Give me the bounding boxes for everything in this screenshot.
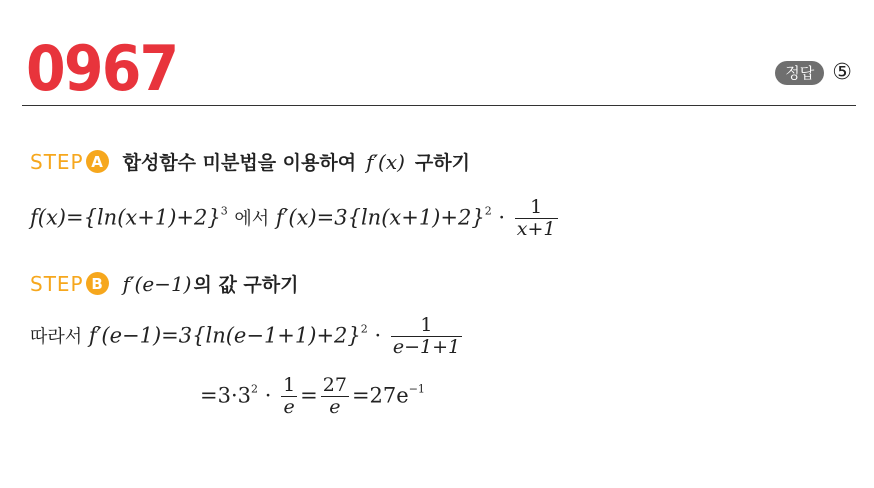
eq-b2-dot: · [264,383,272,408]
step-b-letter-badge: B [86,272,109,295]
eq-b2-fraction-1-numerator: 1 [283,374,296,396]
eq-a-fraction [515,198,558,240]
eq-a-rhs-exponent: 2 [484,204,492,218]
eq-b2-result-exponent: −1 [408,382,425,396]
eq-b2-fraction-2-numerator: 27 [322,374,347,396]
problem-number: 0967 [26,32,178,105]
eq-b2-start: =3·3 [200,383,251,408]
step-a-equation [30,198,561,240]
eq-b2-exponent: 2 [251,382,258,396]
eq-b1-fraction-denominator: e−1+1 [392,335,461,358]
step-b-heading [30,270,298,297]
eq-a-lhs-exponent: 3 [220,204,228,218]
eq-b2-fraction-1-denominator: e [281,396,297,418]
eq-b2-fraction-2 [321,376,349,418]
step-a-word: STEP [30,149,84,174]
eq-b2-fraction-1 [281,376,297,418]
step-b-equation-2 [200,376,425,418]
eq-a-dot: · [498,205,506,230]
eq-b1-fraction [391,316,462,358]
eq-b1-prefix: 따라서 [30,326,83,348]
eq-a-rhs: f′(x)=3{ln(x+1)+2} [275,205,485,230]
step-b-equation-1 [30,316,465,358]
answer-value: ⑤ [832,60,852,85]
eq-a-lhs: f(x)={ln(x+1)+2} [30,205,221,230]
eq-b1-expression: f′(e−1)=3{ln(e−1+1)+2} [88,323,361,348]
header-divider [22,105,856,106]
answer-badge: 정답 [775,61,824,85]
eq-a-fraction-denominator: x+1 [516,217,556,240]
step-b-title-suffix: 의 값 구하기 [193,274,299,296]
eq-a-connector: 에서 [234,208,270,230]
step-a-title-suffix: 구하기 [414,152,470,174]
eq-b2-equals-1: = [300,383,318,408]
step-a-title-prefix: 합성함수 미분법을 이용하여 [122,152,357,174]
eq-b2-fraction-2-denominator: e [321,396,349,418]
step-b-word: STEP [30,271,84,296]
eq-b1-fraction-numerator: 1 [420,314,433,336]
eq-b2-result: =27e [351,383,409,408]
eq-a-fraction-numerator: 1 [530,196,543,218]
eq-b1-exponent: 2 [360,322,368,336]
step-a-heading [30,148,470,175]
step-a-letter-badge: A [86,150,109,173]
answer [775,60,852,85]
step-b-title-math: f′(e−1) [122,271,192,296]
eq-b1-dot: · [374,323,382,348]
step-a-title-math: f′(x) [366,149,405,174]
